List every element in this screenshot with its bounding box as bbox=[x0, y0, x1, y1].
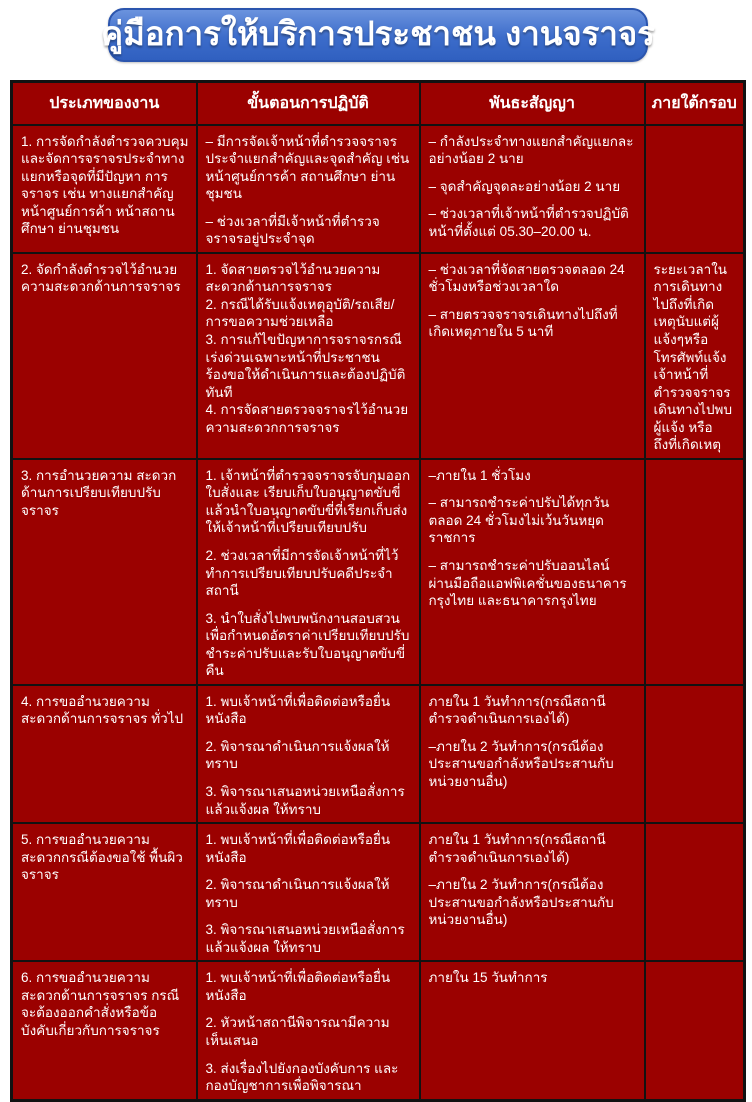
cell-paragraph: 4. การขออำนวยความสะดวกด้านการจราจร ทั่วไป bbox=[21, 693, 184, 727]
cell-paragraph: –ภายใน 2 วันทำการ(กรณีต้องประสานขอกำลังหรือประสานกับหน่วยงานอื่น) bbox=[428, 738, 614, 789]
cell-paragraph: – ช่วงเวลาที่มีเจ้าหน้าที่ตำรวจจราจรอยู่ประจำจุด bbox=[205, 213, 380, 247]
steps-cell bbox=[197, 253, 420, 459]
table-row bbox=[12, 253, 745, 459]
framework-cell bbox=[645, 823, 745, 961]
cell-paragraph: 2. หัวหน้าสถานีพิจารณามีความเห็นเสนอ bbox=[205, 1015, 390, 1049]
table-row bbox=[12, 823, 745, 961]
commitment-cell bbox=[420, 459, 645, 685]
type-cell bbox=[12, 459, 197, 685]
cell-paragraph: 2. ช่วงเวลาที่มีการจัดเจ้าหน้าที่ไว้ทำการเปรียบเทียบปรับคดีประจำสถานี bbox=[205, 547, 399, 599]
type-cell bbox=[12, 253, 197, 459]
cell-paragraph: 3. พิจารณาเสนอหน่วยเหนือสั่งการแล้วแจ้งผล ให้ทราบ bbox=[205, 784, 405, 817]
cell-paragraph: 2. กรณีได้รับแจ้งเหตุอุบัติ/รถเสีย/การขอความช่วยเหลือ bbox=[205, 296, 395, 330]
steps-cell bbox=[197, 823, 420, 961]
table-header-row bbox=[12, 82, 745, 125]
commitment-cell bbox=[420, 823, 645, 961]
framework-cell bbox=[645, 253, 745, 459]
cell-paragraph: 2. พิจารณาดำเนินการแจ้งผลให้ทราบ bbox=[205, 738, 390, 772]
steps-cell bbox=[197, 685, 420, 823]
table-body bbox=[12, 125, 745, 1101]
table-row bbox=[12, 459, 745, 685]
commitment-cell bbox=[420, 685, 645, 823]
steps-cell bbox=[197, 961, 420, 1100]
cell-paragraph: 3. การอำนวยความ สะดวกด้านการเปรียบเทียบปรับจราจร bbox=[21, 467, 177, 518]
cell-paragraph: – มีการจัดเจ้าหน้าที่ตำรวจจราจรประจำแยกสำคัญและจุดสำคัญ เช่น หน้าศูนย์การค้า สถานศึกษา ย่านชุมชน bbox=[205, 133, 410, 202]
type-cell bbox=[12, 823, 197, 961]
framework-cell bbox=[645, 685, 745, 823]
service-manual-table bbox=[10, 80, 746, 1102]
cell-paragraph: – สามารถชำระค่าปรับออนไลน์ ผ่านมือถือแอฟพิเคชั่นของธนาคารกรุงไทย และธนาคารกรุงไทย bbox=[428, 557, 627, 609]
cell-paragraph: 1. เจ้าหน้าที่ตำรวจจราจรจับกุมออกใบสั่งและ เรียบเก็บใบอนุญาตขับขี่แล้วนำใบอนุญาตขับขี่ที่เรียกเก็บส่งให้เจ้าหน้าที่เปรียบเทียบปรับ bbox=[205, 467, 411, 536]
cell-paragraph: 1. พบเจ้าหน้าที่เพื่อติดต่อหรือยื่นหนังสือ bbox=[205, 693, 391, 727]
cell-paragraph: 6. การขออำนวยความ สะดวกด้านการจราจร กรณีจะต้องออกคำสั่งหรือข้อบังคับเกี่ยวกับการจราจร bbox=[21, 970, 180, 1039]
table-row bbox=[12, 685, 745, 823]
commitment-cell bbox=[420, 961, 645, 1100]
table-row bbox=[12, 961, 745, 1100]
cell-paragraph: ภายใน 1 วันทำการ(กรณีสถานีตำรวจดำเนินการเองได้) bbox=[428, 832, 606, 865]
cell-paragraph: – สามารถชำระค่าปรับได้ทุกวันตลอด 24 ชั่วโมงไม่เว้นวันหยุดราชการ bbox=[428, 495, 610, 546]
cell-paragraph: – ช่วงเวลาที่จัดสายตรวจตลอด 24 ชั่วโมงหรือช่วงเวลาใด bbox=[428, 261, 625, 295]
cell-paragraph: –ภายใน 1 ชั่วโมง bbox=[428, 467, 531, 483]
framework-cell bbox=[645, 459, 745, 685]
cell-paragraph: 1. การจัดกำลังตำรวจควบคุมและจัดการจราจรประจำทางแยกหรือจุดที่มีปัญหา การจราจร เช่น ทางแยกสำคัญ หน้าศูนย์การค้า หน้าสถานศึกษา ย่านชุมชน bbox=[21, 133, 189, 237]
steps-cell bbox=[197, 459, 420, 685]
cell-paragraph: ระยะเวลาในการเดินทางไปถึงที่เกิดเหตุนับแต่ผู้แจ้งๆหรือโทรศัพท์แจ้งเจ้าหน้าที่ตำรวจจราจรเดินทางไปพบผู้แจ้ง หรือถึงที่เกิดเหตุ bbox=[653, 261, 733, 453]
cell-paragraph: – จุดสำคัญจุดละอย่างน้อย 2 นาย bbox=[428, 178, 621, 194]
cell-paragraph: – สายตรวจจราจรเดินทางไปถึงที่เกิดเหตุภายใน 5 นาที bbox=[428, 306, 618, 340]
steps-cell bbox=[197, 125, 420, 253]
cell-paragraph: – กำลังประจำทางแยกสำคัญแยกละอย่างน้อย 2 นาย bbox=[428, 133, 634, 167]
cell-paragraph: 2. พิจารณาดำเนินการแจ้งผลให้ทราบ bbox=[205, 877, 390, 910]
cell-paragraph: 3. พิจารณาเสนอหน่วยเหนือสั่งการแล้วแจ้งผล ให้ทราบ bbox=[205, 922, 405, 955]
type-cell bbox=[12, 685, 197, 823]
framework-cell bbox=[645, 961, 745, 1100]
table-row bbox=[12, 125, 745, 253]
cell-paragraph: 1. จัดสายตรวจไว้อำนวยความสะดวกด้านการจราจร bbox=[205, 261, 381, 295]
cell-paragraph: 2. จัดกำลังตำรวจไว้อำนวยความสะดวกด้านการจราจร bbox=[21, 261, 181, 295]
type-cell bbox=[12, 125, 197, 253]
cell-paragraph: ภายใน 15 วันทำการ bbox=[428, 970, 548, 986]
cell-paragraph: ภายใน 1 วันทำการ(กรณีสถานีตำรวจดำเนินการเองได้) bbox=[428, 693, 606, 727]
cell-paragraph: 1. พบเจ้าหน้าที่เพื่อติดต่อหรือยื่นหนังสือ bbox=[205, 832, 391, 865]
column-header: ขั้นตอนการปฏิบัติ bbox=[197, 82, 420, 125]
page-title: คู่มือการให้บริการประชาชน งานจราจร bbox=[101, 14, 655, 52]
commitment-cell bbox=[420, 125, 645, 253]
type-cell bbox=[12, 961, 197, 1100]
cell-paragraph: – ช่วงเวลาที่เจ้าหน้าที่ตำรวจปฏิบัติหน้าที่ตั้งแต่ 05.30–20.00 น. bbox=[428, 206, 629, 239]
title-banner bbox=[101, 8, 655, 62]
column-header: ภายใต้กรอบ bbox=[645, 82, 745, 125]
cell-paragraph: 3. การแก้ไขปัญหาการจราจรกรณีเร่งด่วนเฉพาะหน้าที่ประชาชนร้องขอให้ดำเนินการและต้องปฏิบัติทันที bbox=[205, 331, 406, 400]
cell-paragraph: 1. พบเจ้าหน้าที่เพื่อติดต่อหรือยื่นหนังสือ bbox=[205, 970, 391, 1003]
cell-paragraph: 5. การขออำนวยความสะดวกกรณีต้องขอใช้ พื้นผิวจราจร bbox=[21, 832, 183, 883]
cell-paragraph: 3. นำใบสั่งไปพบพนักงานสอบสวนเพื่อกำหนดอัตราค่าเปรียบเทียบปรับชำระค่าปรับและรับใบอนุญาตขับขี่คืน bbox=[205, 610, 410, 679]
column-header: พันธะสัญญา bbox=[420, 82, 645, 125]
commitment-cell bbox=[420, 253, 645, 459]
cell-paragraph: 4. การจัดสายตรวจจราจรไว้อำนวยความสะดวกการจราจร bbox=[205, 402, 409, 435]
cell-paragraph: 3. ส่งเรื่องไปยังกองบังคับการ และกองบัญชาการเพื่อพิจารณา bbox=[205, 1060, 399, 1094]
column-header: ประเภทของงาน bbox=[12, 82, 197, 125]
framework-cell bbox=[645, 125, 745, 253]
cell-paragraph: –ภายใน 2 วันทำการ(กรณีต้องประสานขอกำลังหรือประสานกับหน่วยงานอื่น) bbox=[428, 877, 614, 928]
